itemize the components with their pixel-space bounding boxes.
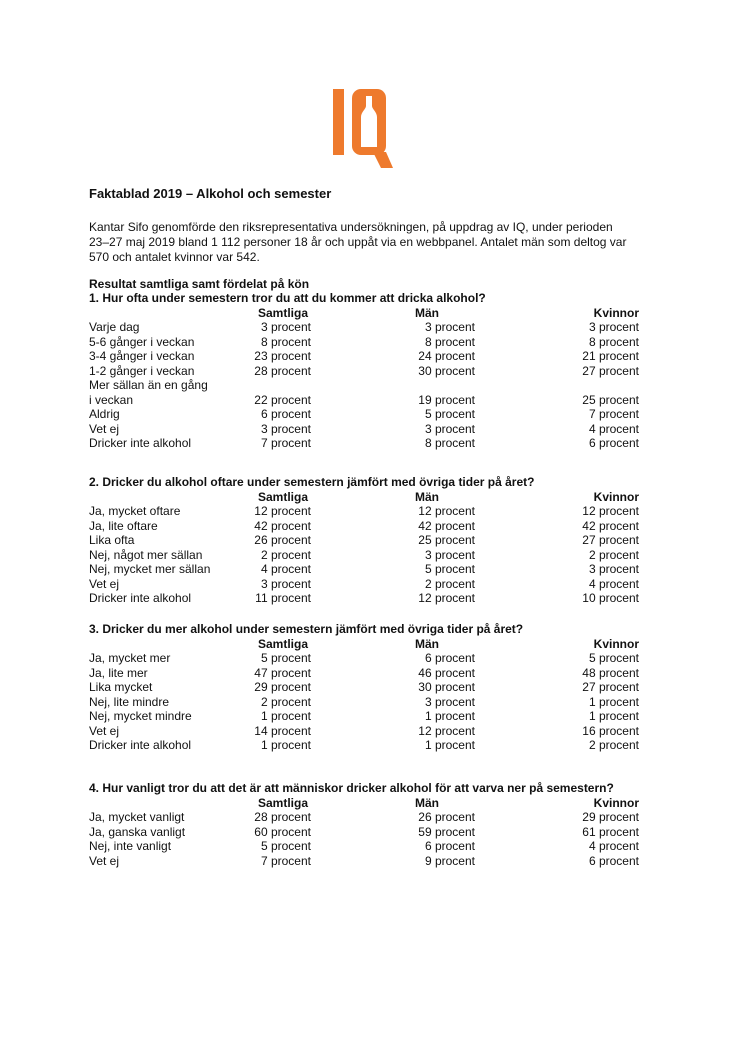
column-header-kvinnor: Kvinnor [593, 636, 639, 651]
table-row [89, 407, 669, 422]
value-samtliga: 8 procent [260, 334, 311, 349]
value-kvinnor: 3 procent [588, 320, 639, 334]
column-header-man: Män [415, 795, 439, 810]
value-kvinnor: 21 procent [582, 349, 639, 363]
iq-logo [333, 86, 395, 172]
value-man: 3 procent [424, 421, 475, 436]
value-man: 12 procent [418, 723, 475, 738]
value-samtliga: 1 procent [260, 709, 311, 723]
value-man: 8 procent [424, 334, 475, 349]
value-samtliga: 42 procent [254, 518, 311, 533]
row-label: 1-2 gånger i veckan [89, 363, 195, 378]
value-man: 2 procent [424, 576, 475, 591]
value-man: 59 procent [418, 824, 475, 839]
column-header-kvinnor: Kvinnor [593, 489, 639, 504]
table-row [89, 591, 669, 606]
value-man: 3 procent [424, 547, 475, 562]
question-section-4 [89, 781, 669, 868]
intro-line: 570 och antalet kvinnor var 542. [89, 250, 260, 264]
row-label: Vet ej [89, 853, 120, 868]
value-kvinnor: 4 procent [588, 576, 639, 591]
value-man: 5 procent [424, 562, 475, 576]
value-samtliga: 4 procent [260, 562, 311, 576]
row-label: Dricker inte alkohol [89, 738, 192, 752]
table-row [89, 680, 669, 695]
table-row [89, 548, 669, 563]
value-samtliga: 12 procent [254, 504, 311, 518]
row-label: Mer sällan än en gång [89, 378, 208, 392]
value-man: 8 procent [424, 436, 475, 450]
row-label: Ja, ganska vanligt [89, 824, 186, 839]
row-label: Ja, mycket oftare [89, 504, 181, 518]
column-header-row [89, 637, 669, 652]
value-samtliga: 14 procent [254, 723, 311, 738]
value-man: 12 procent [418, 591, 475, 605]
value-samtliga: 47 procent [254, 665, 311, 680]
intro-paragraph [89, 220, 669, 265]
value-kvinnor: 2 procent [588, 547, 639, 562]
value-samtliga: 26 procent [254, 533, 311, 547]
question-section-1 [89, 291, 669, 451]
column-header-samtliga: Samtliga [257, 489, 308, 504]
row-label: Nej, inte vanligt [89, 839, 172, 853]
value-samtliga: 2 procent [260, 694, 311, 709]
column-header-man: Män [415, 636, 439, 651]
value-samtliga: 29 procent [254, 680, 311, 694]
value-samtliga: 60 procent [254, 824, 311, 839]
value-samtliga: 11 procent [255, 591, 311, 605]
value-samtliga: 7 procent [260, 853, 311, 868]
column-header-man: Män [415, 305, 439, 320]
question-section-2 [89, 475, 669, 606]
value-man: 3 procent [424, 320, 475, 334]
value-man: 9 procent [424, 853, 475, 868]
row-label: 5-6 gånger i veckan [89, 334, 195, 349]
value-kvinnor: 7 procent [588, 407, 639, 421]
value-samtliga: 5 procent [260, 839, 311, 853]
table-row [89, 519, 669, 534]
value-kvinnor: 8 procent [588, 334, 639, 349]
table-row [89, 738, 669, 753]
value-samtliga: 28 procent [254, 363, 311, 378]
row-label: Lika mycket [89, 680, 153, 694]
row-label: Vet ej [89, 723, 120, 738]
value-samtliga: 2 procent [260, 547, 311, 562]
value-kvinnor: 42 procent [582, 518, 639, 533]
value-samtliga: 3 procent [260, 421, 311, 436]
column-header-row [89, 306, 669, 321]
table-row [89, 651, 669, 666]
value-kvinnor: 3 procent [588, 562, 639, 576]
value-man: 30 procent [418, 680, 475, 694]
table-row [89, 349, 669, 364]
table-row [89, 562, 669, 577]
value-man: 30 procent [418, 363, 475, 378]
row-label: Nej, mycket mindre [89, 709, 192, 723]
value-man: 1 procent [424, 709, 475, 723]
value-man: 12 procent [418, 504, 475, 518]
table-row [89, 533, 669, 548]
value-man: 24 procent [418, 349, 475, 363]
row-label: Ja, lite mer [89, 665, 148, 680]
table-row [89, 422, 669, 437]
table-row [89, 724, 669, 739]
value-man: 42 procent [418, 518, 475, 533]
table-row [89, 393, 669, 408]
row-label: Ja, mycket mer [89, 651, 171, 665]
question-section-3 [89, 622, 669, 753]
table-row-label-continued [89, 378, 669, 393]
table-row [89, 436, 669, 451]
value-kvinnor: 27 procent [582, 533, 639, 547]
value-samtliga: 23 procent [254, 349, 311, 363]
table-row [89, 320, 669, 335]
column-header-man: Män [415, 489, 439, 504]
row-label-continued: i veckan [89, 392, 134, 407]
value-kvinnor: 27 procent [582, 680, 639, 694]
table-row [89, 854, 669, 869]
value-kvinnor: 4 procent [588, 839, 639, 853]
column-header-samtliga: Samtliga [257, 636, 308, 651]
value-man: 6 procent [424, 839, 475, 853]
value-kvinnor: 1 procent [588, 694, 639, 709]
value-samtliga: 22 procent [254, 392, 311, 407]
value-kvinnor: 61 procent [582, 824, 639, 839]
value-man: 5 procent [424, 407, 475, 421]
column-header-row [89, 796, 669, 811]
column-header-kvinnor: Kvinnor [593, 305, 639, 320]
question-title: 3. Dricker du mer alkohol under semestern jämfört med övriga tider på året? [89, 622, 524, 636]
row-label: Vet ej [89, 576, 120, 591]
value-kvinnor: 29 procent [582, 810, 639, 824]
row-label: Dricker inte alkohol [89, 436, 192, 450]
row-label: Dricker inte alkohol [89, 591, 192, 605]
results-heading: Resultat samtliga samt fördelat på kön [89, 277, 310, 291]
value-kvinnor: 25 procent [582, 392, 639, 407]
table-row [89, 364, 669, 379]
value-kvinnor: 1 procent [588, 709, 639, 723]
table-row [89, 709, 669, 724]
value-samtliga: 5 procent [260, 651, 311, 665]
value-kvinnor: 12 procent [582, 504, 639, 518]
value-man: 6 procent [424, 651, 475, 665]
value-samtliga: 3 procent [260, 576, 311, 591]
value-samtliga: 3 procent [260, 320, 311, 334]
value-man: 25 procent [418, 533, 475, 547]
value-kvinnor: 10 procent [582, 591, 639, 605]
table-row [89, 666, 669, 681]
column-header-kvinnor: Kvinnor [593, 795, 639, 810]
column-header-samtliga: Samtliga [257, 795, 308, 810]
intro-line: 23–27 maj 2019 bland 1 112 personer 18 år och uppåt via en webbpanel. Antalet män som deltog var [89, 235, 627, 249]
intro-line: Kantar Sifo genomförde den riksrepresentativa undersökningen, på uppdrag av IQ, under perioden [89, 220, 613, 234]
value-samtliga: 6 procent [260, 407, 311, 421]
question-title: 2. Dricker du alkohol oftare under semestern jämfört med övriga tider på året? [89, 475, 535, 489]
value-kvinnor: 2 procent [588, 738, 639, 752]
value-kvinnor: 48 procent [582, 665, 639, 680]
value-kvinnor: 4 procent [588, 421, 639, 436]
value-samtliga: 7 procent [260, 436, 311, 450]
table-row [89, 577, 669, 592]
value-man: 19 procent [418, 392, 475, 407]
table-row [89, 810, 669, 825]
value-samtliga: 28 procent [254, 810, 311, 824]
question-title: 1. Hur ofta under semestern tror du att du kommer att dricka alkohol? [89, 291, 486, 305]
row-label: Varje dag [89, 320, 140, 334]
value-kvinnor: 16 procent [582, 723, 639, 738]
column-header-samtliga: Samtliga [257, 305, 308, 320]
table-row [89, 335, 669, 350]
row-label: Nej, lite mindre [89, 694, 170, 709]
table-row [89, 695, 669, 710]
row-label: Nej, mycket mer sällan [89, 562, 211, 576]
value-man: 46 procent [418, 665, 475, 680]
row-label: Ja, mycket vanligt [89, 810, 185, 824]
table-row [89, 839, 669, 854]
value-man: 26 procent [418, 810, 475, 824]
value-samtliga: 1 procent [260, 738, 311, 752]
value-kvinnor: 5 procent [588, 651, 639, 665]
column-header-row [89, 490, 669, 505]
row-label: Aldrig [89, 407, 120, 421]
row-label: Vet ej [89, 421, 120, 436]
row-label: Lika ofta [89, 533, 135, 547]
row-label: Nej, något mer sällan [89, 547, 203, 562]
value-kvinnor: 27 procent [582, 363, 639, 378]
document-title: Faktablad 2019 – Alkohol och semester [89, 186, 332, 201]
value-kvinnor: 6 procent [588, 436, 639, 450]
row-label: Ja, lite oftare [89, 518, 158, 533]
table-row [89, 504, 669, 519]
value-man: 1 procent [424, 738, 475, 752]
row-label: 3-4 gånger i veckan [89, 349, 195, 363]
question-title: 4. Hur vanligt tror du att det är att människor dricker alkohol för att varva ner på semestern? [89, 781, 614, 795]
value-kvinnor: 6 procent [588, 853, 639, 868]
table-row [89, 825, 669, 840]
value-man: 3 procent [424, 694, 475, 709]
